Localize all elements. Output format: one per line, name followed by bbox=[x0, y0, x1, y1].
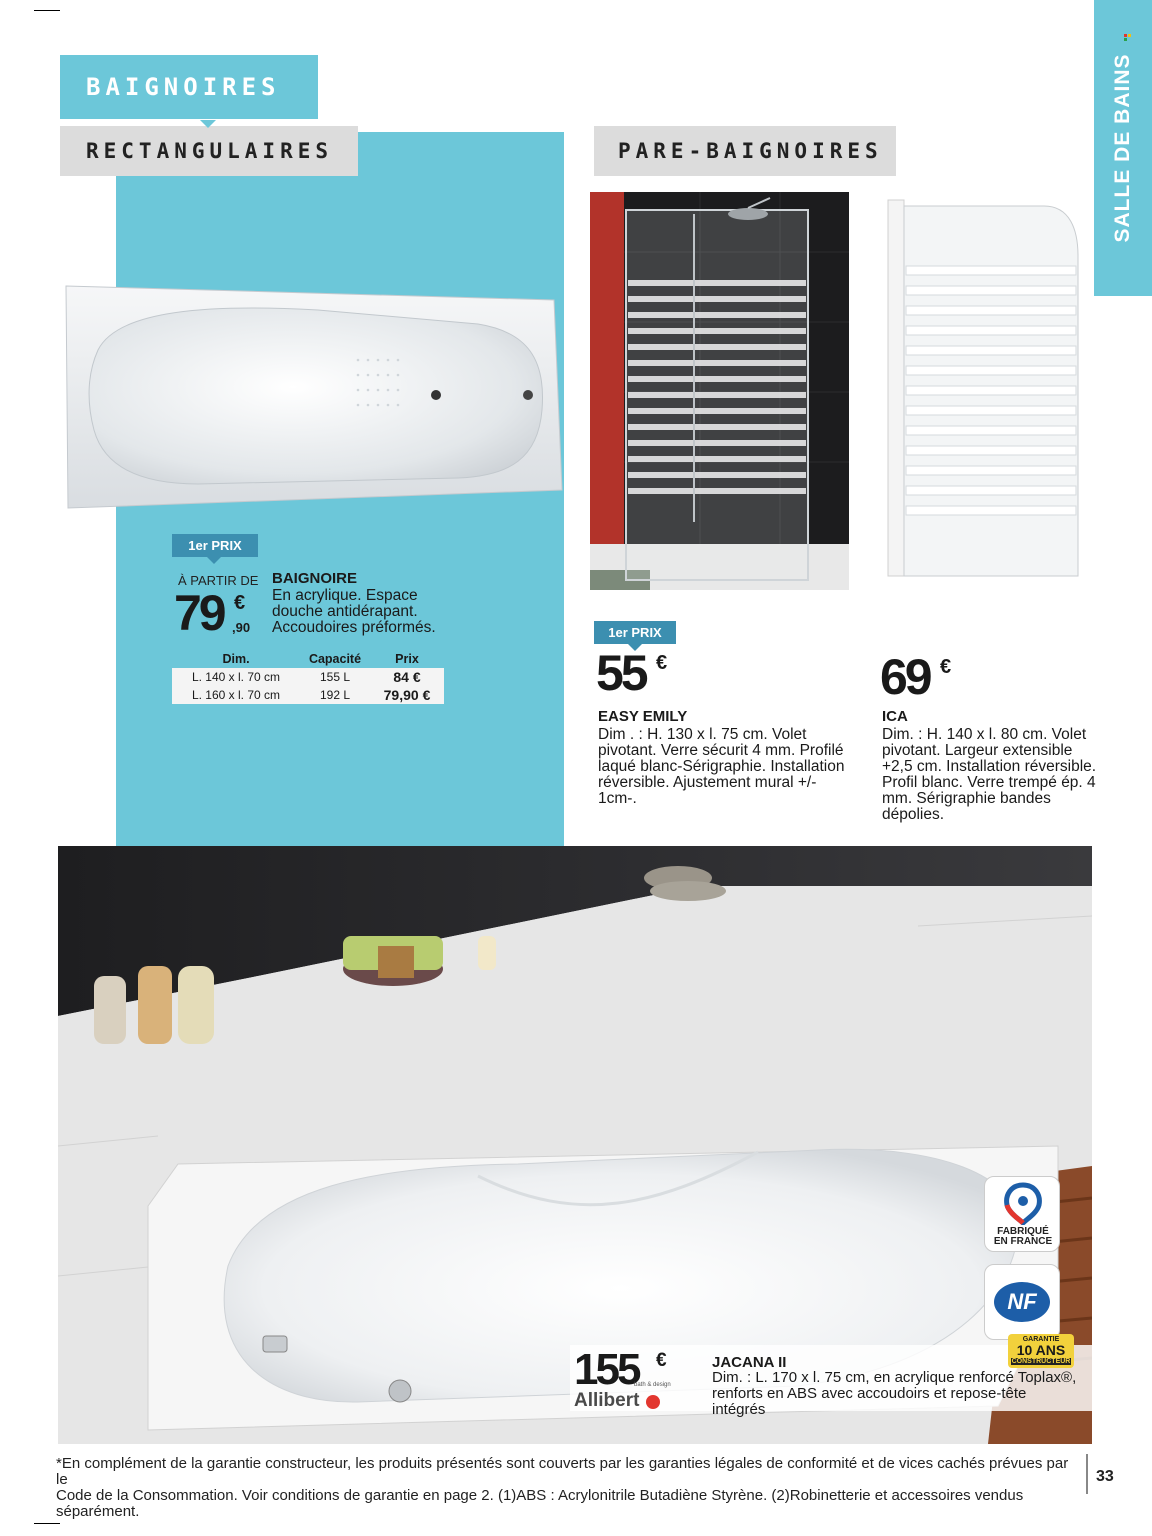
baignoire-badge-pointer bbox=[207, 557, 221, 564]
ica-price-int: 69 bbox=[880, 649, 930, 705]
crop-mark bbox=[34, 1523, 60, 1524]
fabrique-en-france-badge bbox=[984, 1176, 1060, 1252]
header-pare-baignoires bbox=[594, 126, 896, 176]
jacana-price-currency: € bbox=[656, 1350, 667, 1371]
baignoire-spec-table bbox=[172, 650, 444, 704]
nf-logo-icon bbox=[994, 1282, 1050, 1322]
ica-price bbox=[880, 649, 970, 708]
header-baignoires-text: BAIGNOIRES bbox=[86, 73, 281, 101]
bathtub-image bbox=[58, 280, 566, 514]
nf-badge bbox=[984, 1264, 1060, 1340]
easy-emily-name: EASY EMILY bbox=[598, 708, 688, 725]
header-pare-baignoires-text: PARE-BAIGNOIRES bbox=[618, 139, 883, 163]
baignoire-price-decimal: ,90 bbox=[232, 620, 251, 635]
baignoire-badge: 1er PRIX bbox=[172, 534, 258, 557]
baignoire-price-int: 79 bbox=[174, 585, 224, 641]
footer-divider bbox=[1086, 1454, 1088, 1494]
guarantee-top: GARANTIE bbox=[1022, 1336, 1060, 1343]
header-pointer bbox=[200, 120, 216, 128]
baignoire-name: BAIGNOIRE bbox=[272, 570, 358, 587]
baignoire-description: En acrylique. Espace douche antidérapant. Accoudoires préformés. bbox=[272, 587, 436, 636]
guarantee-bottom: CONSTRUCTEUR bbox=[1011, 1358, 1071, 1365]
header-rectangulaires bbox=[60, 126, 358, 176]
color-dots-icon bbox=[1124, 34, 1132, 42]
easy-emily-price-int: 55 bbox=[596, 645, 646, 701]
footer-line-2: Code de la Consommation. Voir conditions de garantie en page 2. (1)ABS : Acrylonitrile Butadiène Styrène. (2)Robinetterie et accessoires vendus séparément. bbox=[56, 1487, 1024, 1520]
easy-emily-image bbox=[590, 192, 849, 590]
footer-line-1: *En complément de la garantie constructeur, les produits présentés sont couverts par les garanties légales de conformité et de vices cachés prévues par le bbox=[56, 1455, 1069, 1488]
ica-image bbox=[884, 196, 1080, 580]
side-tab-label: SALLE DE BAINS bbox=[1111, 53, 1134, 243]
easy-emily-price-currency: € bbox=[656, 652, 668, 674]
table-row: L. 140 x l. 70 cm 155 L 84 € bbox=[191, 669, 421, 685]
ica-price-currency: € bbox=[940, 656, 952, 678]
baignoire-price-currency: € bbox=[234, 592, 246, 614]
footer-disclaimer bbox=[56, 1456, 1082, 1520]
spec-header-dim: Dim. bbox=[222, 652, 250, 666]
header-rectangulaires-text: RECTANGULAIRES bbox=[86, 139, 334, 163]
allibert-logo-icon bbox=[646, 1395, 660, 1409]
allibert-sub: bath & design bbox=[634, 1382, 671, 1388]
spec-header-prix: Prix bbox=[395, 652, 419, 666]
spec-header-capacite: Capacité bbox=[308, 652, 362, 666]
crop-mark bbox=[34, 10, 60, 11]
side-tab bbox=[1094, 0, 1152, 296]
ica-description: Dim. : H. 140 x l. 80 cm. Volet pivotant. Largeur extensible +2,5 cm. Installation réversible. Profil blanc. Verre trempé ép. 4 mm. Sérigraphie bandes dépolies. bbox=[882, 726, 1097, 823]
easy-emily-badge: 1er PRIX bbox=[594, 621, 676, 644]
header-baignoires bbox=[60, 55, 318, 119]
allibert-brand: Allibert bbox=[574, 1390, 640, 1411]
easy-emily-description: Dim . : H. 130 x l. 75 cm. Volet pivotant. Verre sécurit 4 mm. Profilé laqué blanc-Sérigraphie. Installation réversible. Ajustement mural +/- 1cm-. bbox=[598, 726, 845, 807]
jacana-name: JACANA II bbox=[712, 1354, 787, 1371]
baignoire-from-label: À PARTIR DE bbox=[178, 573, 259, 588]
table-row: L. 160 x l. 70 cm 192 L 79,90 € bbox=[191, 687, 431, 703]
fabrique-text: FABRIQUÉ EN FRANCE bbox=[993, 1226, 1053, 1247]
allibert-logo bbox=[574, 1382, 694, 1412]
baignoire-price bbox=[174, 585, 269, 644]
guarantee-badge bbox=[1008, 1334, 1074, 1368]
location-pin-icon bbox=[985, 1179, 1061, 1225]
guarantee-main: 10 ANS bbox=[1016, 1342, 1066, 1358]
easy-emily-price bbox=[596, 645, 686, 704]
jacana-price-int: 155 bbox=[574, 1345, 639, 1394]
nf-text: NF bbox=[1007, 1289, 1037, 1314]
jacana-description: Dim. : L. 170 x l. 75 cm, en acrylique renforcé Toplax®, renforts en ABS avec accoudoirs et repose-tête intégrés bbox=[712, 1369, 1077, 1418]
page-number: 33 bbox=[1096, 1468, 1114, 1485]
ica-name: ICA bbox=[882, 708, 908, 725]
